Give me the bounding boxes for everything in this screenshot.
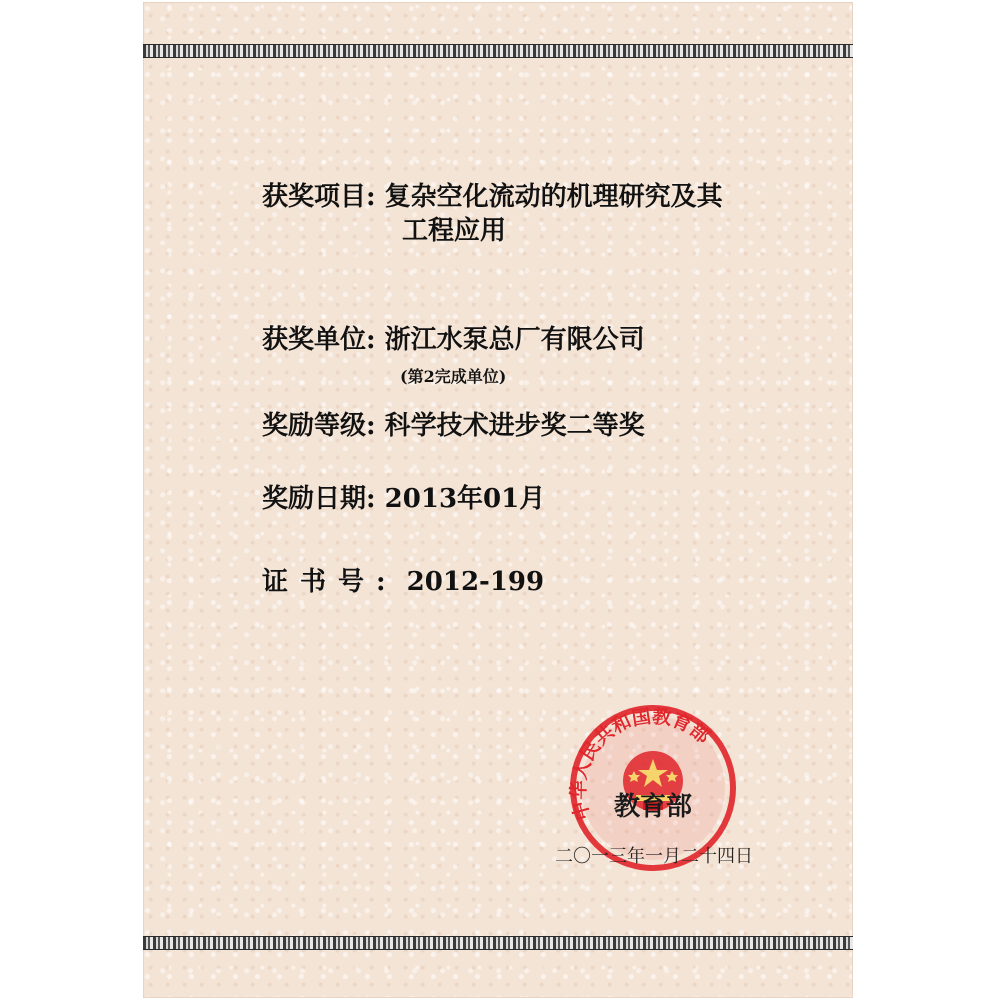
award-project-label: 获奖项目: xyxy=(262,182,376,212)
award-date-label: 奖励日期: xyxy=(262,484,376,514)
award-project-value-cont: 工程应用 xyxy=(402,216,507,246)
award-unit-note: (第2完成单位) xyxy=(400,367,507,386)
award-level-value: 科学技术进步奖二等奖 xyxy=(384,411,645,441)
seal-ring-text: 中华人民共和国教育部 xyxy=(568,705,714,823)
seal-center-text: 教育部 xyxy=(613,792,693,822)
certificate-number-field xyxy=(262,565,544,599)
certificate-number-value: 2012-199 xyxy=(406,567,545,597)
award-project-value: 复杂空化流动的机理研究及其 xyxy=(384,182,723,212)
award-date-value: 2013年01月 xyxy=(384,484,546,514)
certificate-number-label: 证书号: xyxy=(262,567,398,597)
top-border-band xyxy=(143,44,853,58)
award-unit-value: 浙江水泵总厂有限公司 xyxy=(384,325,645,355)
award-level-label: 奖励等级: xyxy=(262,411,376,441)
bottom-border-band xyxy=(143,936,853,950)
award-date-field xyxy=(262,482,545,516)
award-unit-label: 获奖单位: xyxy=(262,325,376,355)
award-level-field xyxy=(262,409,645,443)
issue-date: 二〇一三年一月二十四日 xyxy=(555,846,753,867)
award-project-field xyxy=(262,180,765,214)
award-unit-field xyxy=(262,323,645,357)
